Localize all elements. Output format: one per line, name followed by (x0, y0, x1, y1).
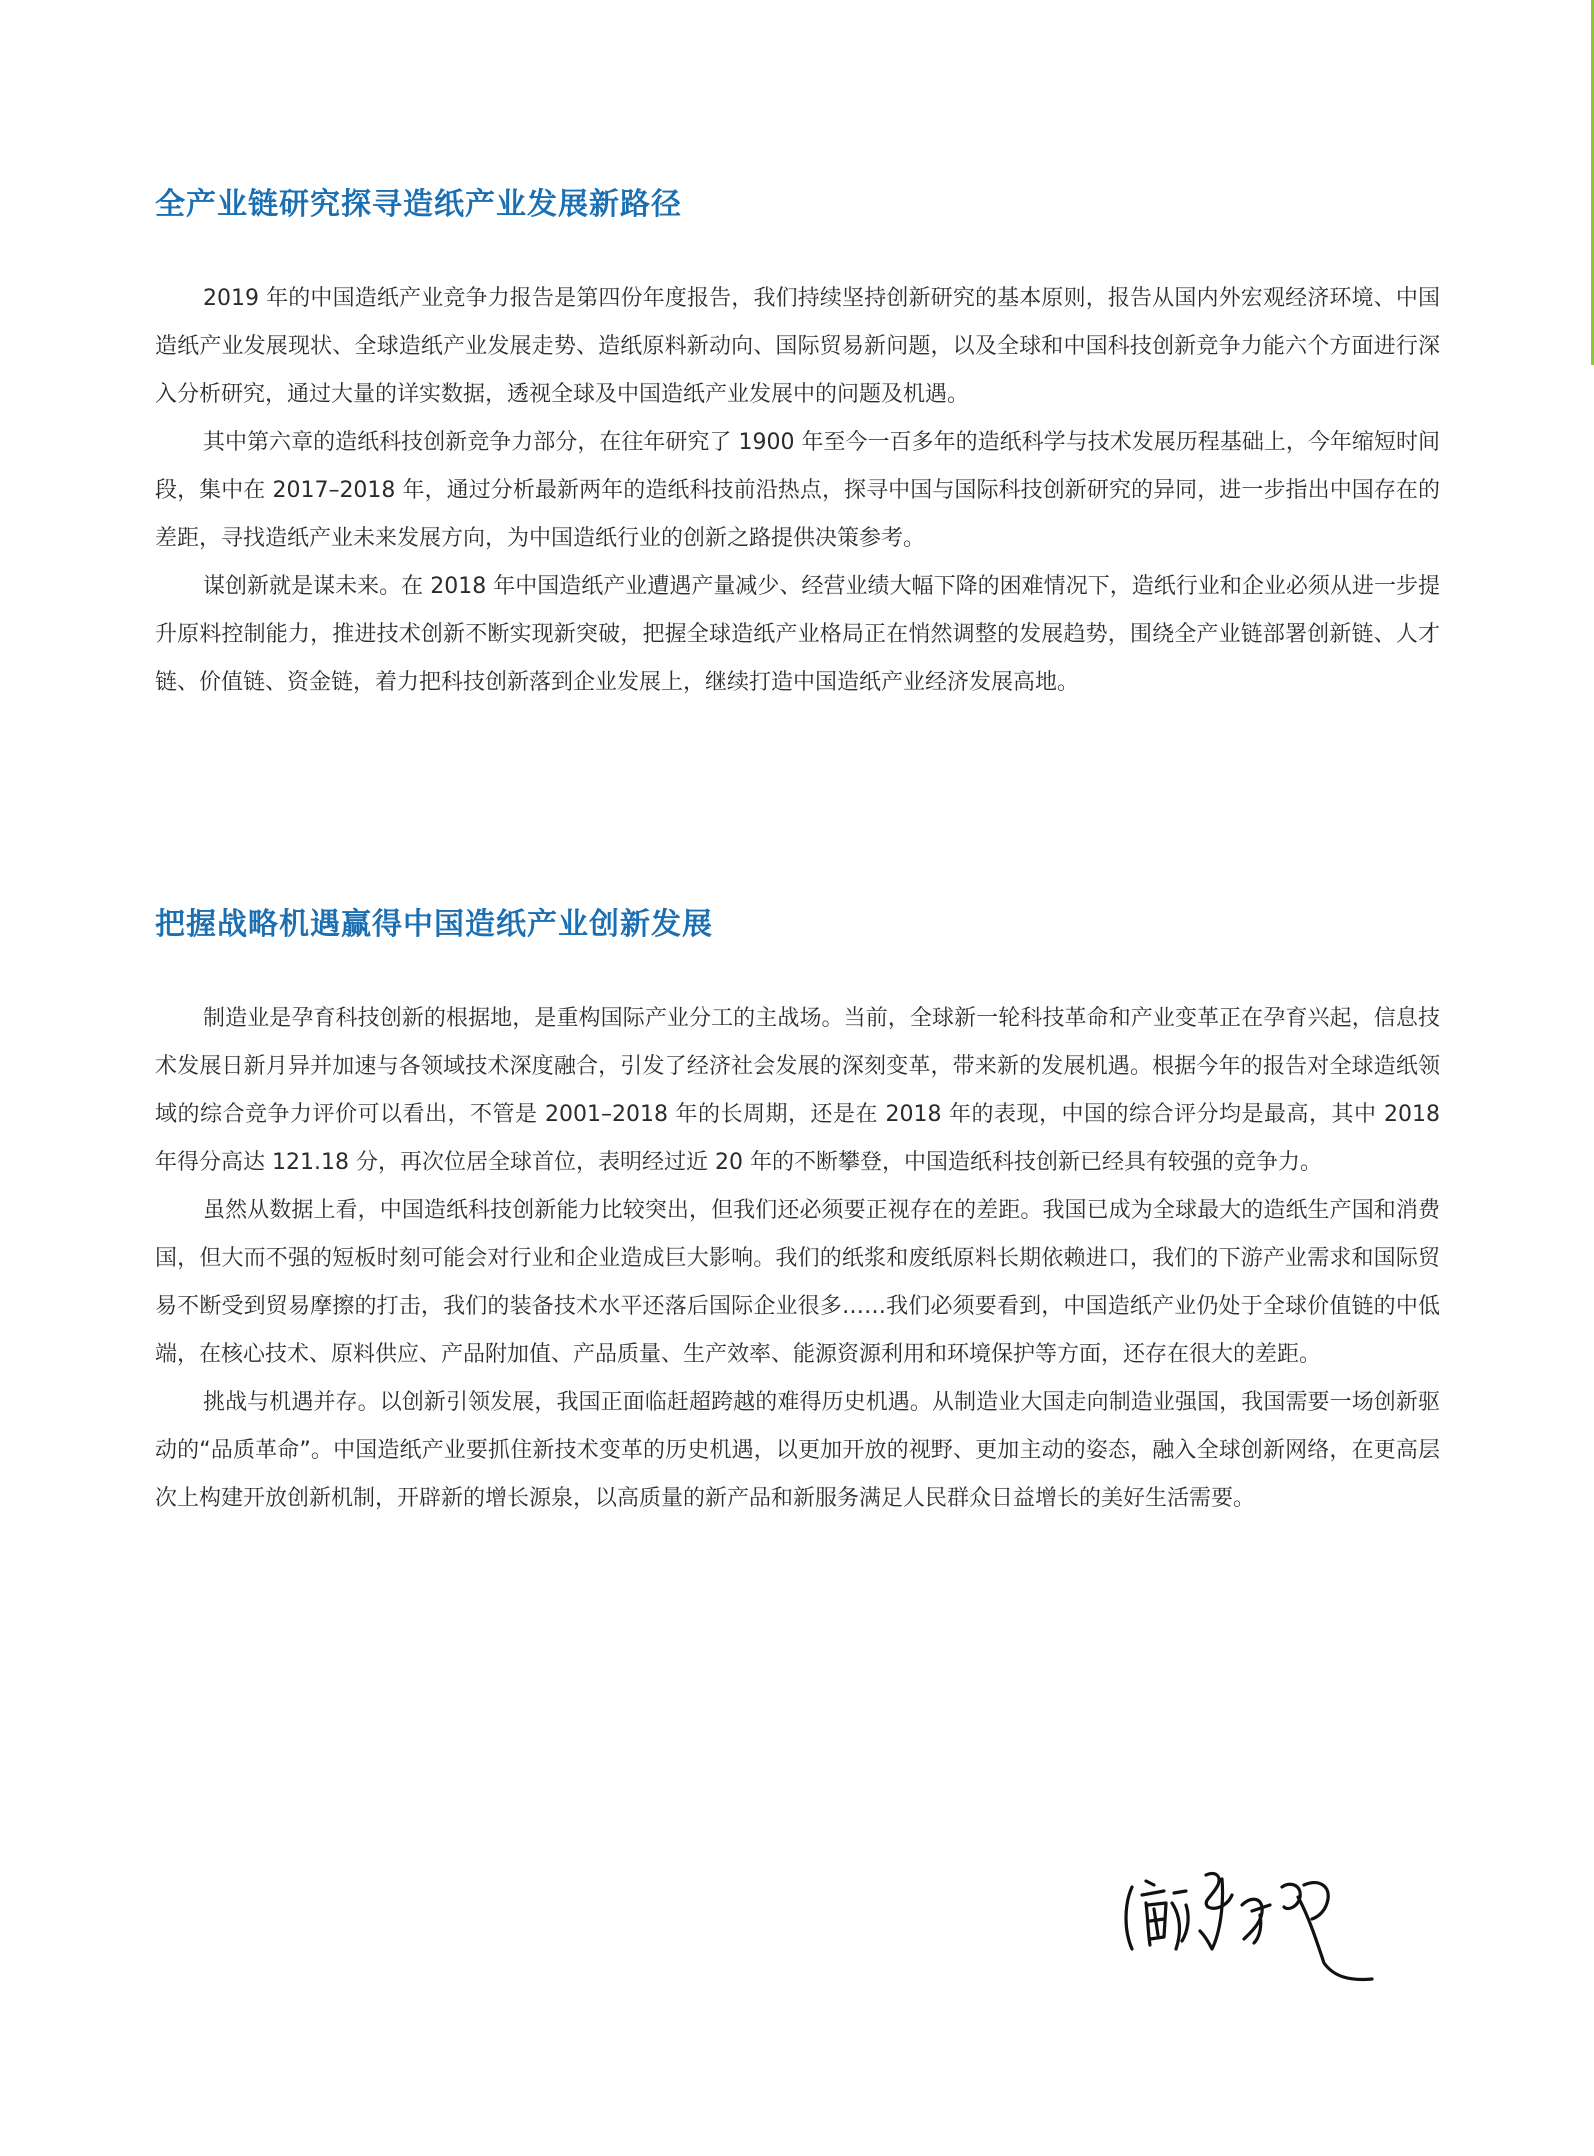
paragraph: 谋创新就是谋未来。在 2018 年中国造纸产业遭遇产量减少、经营业绩大幅下降的困难情况下，造纸行业和企业必须从进一步提升原料控制能力，推进技术创新不断实现新突破，把握全球造纸产业格局正在悄然调整的发展趋势，围绕全产业链部署创新链、人才链、价值链、资金链，着力把科技创新落到企业发展上，继续打造中国造纸产业经济发展高地。 (155, 574, 1440, 695)
section-body-2 (155, 995, 1440, 1523)
paragraph: 制造业是孕育科技创新的根据地，是重构国际产业分工的主战场。当前，全球新一轮科技革命和产业变革正在孕育兴起，信息技术发展日新月异并加速与各领域技术深度融合，引发了经济社会发展的深刻变革，带来新的发展机遇。根据今年的报告对全球造纸领域的综合竞争力评价可以看出，不管是 2001–2018 年的长周期，还是在 2018 年的表现，中国的综合评分均是最高，其中 2018 年得分高达 121.18 分，再次位居全球首位，表明经过近 20 年的不断攀登，中国造纸科技创新已经具有较强的竞争力。 (155, 1006, 1440, 1175)
section-heading-2: 把握战略机遇赢得中国造纸产业创新发展 (155, 907, 713, 942)
paragraph: 挑战与机遇并存。以创新引领发展，我国正面临赶超跨越的难得历史机遇。从制造业大国走向制造业强国，我国需要一场创新驱动的“品质革命”。中国造纸产业要抓住新技术变革的历史机遇，以更加开放的视野、更加主动的姿态，融入全球创新网络，在更高层次上构建开放创新机制，开辟新的增长源泉，以高质量的新产品和新服务满足人民群众日益增长的美好生活需要。 (155, 1390, 1440, 1511)
paragraph: 其中第六章的造纸科技创新竞争力部分，在往年研究了 1900 年至今一百多年的造纸科学与技术发展历程基础上，今年缩短时间段，集中在 2017–2018 年，通过分析最新两年的造纸科技前沿热点，探寻中国与国际科技创新研究的异同，进一步指出中国存在的差距，寻找造纸产业未来发展方向，为中国造纸行业的创新之路提供决策参考。 (155, 430, 1440, 551)
section-heading-1: 全产业链研究探寻造纸产业发展新路径 (155, 187, 682, 222)
handwritten-signature (1110, 1845, 1450, 2005)
paragraph: 2019 年的中国造纸产业竞争力报告是第四份年度报告，我们持续坚持创新研究的基本原则，报告从国内外宏观经济环境、中国造纸产业发展现状、全球造纸产业发展走势、造纸原料新动向、国际贸易新问题，以及全球和中国科技创新竞争力能六个方面进行深入分析研究，通过大量的详实数据，透视全球及中国造纸产业发展中的问题及机遇。 (155, 286, 1440, 407)
section-body-1 (155, 275, 1440, 707)
paragraph: 虽然从数据上看，中国造纸科技创新能力比较突出，但我们还必须要正视存在的差距。我国已成为全球最大的造纸生产国和消费国，但大而不强的短板时刻可能会对行业和企业造成巨大影响。我们的纸浆和废纸原料长期依赖进口，我们的下游产业需求和国际贸易不断受到贸易摩擦的打击，我们的装备技术水平还落后国际企业很多……我们必须要看到，中国造纸产业仍处于全球价值链的中低端，在核心技术、原料供应、产品附加值、产品质量、生产效率、能源资源利用和环境保护等方面，还存在很大的差距。 (155, 1198, 1440, 1367)
